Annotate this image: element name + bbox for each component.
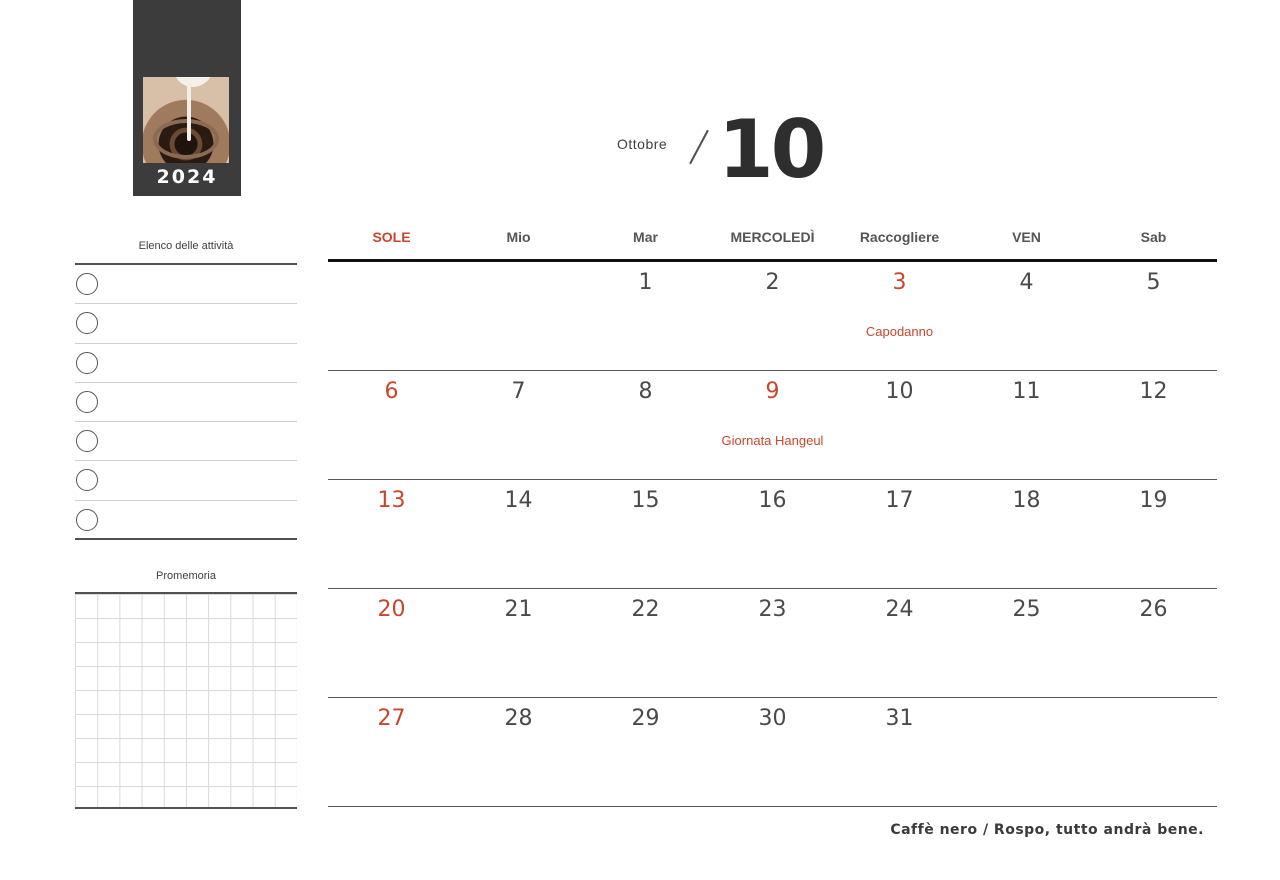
day-cell[interactable] bbox=[709, 262, 836, 370]
day-number: 5 bbox=[1146, 270, 1161, 295]
day-number: 21 bbox=[504, 597, 533, 622]
day-cell bbox=[963, 698, 1090, 806]
task-checkbox-icon[interactable] bbox=[76, 352, 98, 374]
day-cell[interactable] bbox=[963, 262, 1090, 370]
weekday-label: Mar bbox=[633, 229, 658, 245]
day-cell[interactable] bbox=[1090, 589, 1217, 697]
task-row[interactable] bbox=[75, 422, 297, 461]
day-cell[interactable] bbox=[836, 262, 963, 370]
day-number: 23 bbox=[758, 597, 787, 622]
week-row bbox=[328, 589, 1217, 698]
day-number: 3 bbox=[892, 270, 907, 295]
coffee-pour-image bbox=[143, 77, 229, 163]
task-checkbox-icon[interactable] bbox=[76, 312, 98, 334]
day-number: 2 bbox=[765, 270, 780, 295]
day-cell[interactable] bbox=[328, 589, 455, 697]
day-cell[interactable] bbox=[582, 589, 709, 697]
weekday-label: Sab bbox=[1140, 229, 1167, 245]
year-tab bbox=[133, 0, 241, 196]
week-row bbox=[328, 262, 1217, 371]
day-cell[interactable] bbox=[455, 371, 582, 479]
day-number: 30 bbox=[758, 706, 787, 731]
month-name: Ottobre bbox=[617, 136, 668, 152]
tasks-title: Elenco delle attività bbox=[138, 240, 234, 252]
day-cell[interactable] bbox=[709, 589, 836, 697]
day-cell[interactable] bbox=[455, 480, 582, 588]
day-cell[interactable] bbox=[963, 371, 1090, 479]
task-row[interactable] bbox=[75, 383, 297, 422]
day-number: 19 bbox=[1139, 488, 1168, 513]
day-number bbox=[963, 698, 1090, 706]
day-cell[interactable] bbox=[1090, 262, 1217, 370]
day-number: 12 bbox=[1139, 379, 1168, 404]
task-row[interactable] bbox=[75, 304, 297, 343]
day-cell[interactable] bbox=[709, 480, 836, 588]
day-cell[interactable] bbox=[836, 589, 963, 697]
day-number: 28 bbox=[504, 706, 533, 731]
day-cell[interactable] bbox=[963, 589, 1090, 697]
day-cell[interactable] bbox=[455, 589, 582, 697]
day-number: 24 bbox=[885, 597, 914, 622]
weekday-label: Raccogliere bbox=[859, 229, 940, 245]
calendar-grid bbox=[328, 222, 1217, 807]
task-row[interactable] bbox=[75, 344, 297, 383]
holiday-label: Giornata Hangeul bbox=[721, 433, 824, 448]
day-number: 17 bbox=[885, 488, 914, 513]
month-number: 10 bbox=[718, 103, 824, 196]
week-row bbox=[328, 698, 1217, 807]
weekday-label: SOLE bbox=[372, 229, 411, 245]
task-checkbox-icon[interactable] bbox=[76, 391, 98, 413]
footer-caption: Caffè nero / Rospo, tutto andrà bene. bbox=[890, 822, 1204, 838]
day-number: 20 bbox=[377, 597, 406, 622]
task-checkbox-icon[interactable] bbox=[76, 509, 98, 531]
day-number: 14 bbox=[504, 488, 533, 513]
day-number: 9 bbox=[765, 379, 780, 404]
holiday-label: Capodanno bbox=[865, 324, 934, 339]
task-checkbox-icon[interactable] bbox=[76, 430, 98, 452]
day-number: 10 bbox=[885, 379, 914, 404]
task-list bbox=[75, 263, 297, 540]
day-number bbox=[328, 262, 455, 270]
day-cell[interactable] bbox=[709, 698, 836, 806]
day-cell[interactable] bbox=[1090, 371, 1217, 479]
year-label: 2024 bbox=[156, 166, 218, 188]
week-row bbox=[328, 480, 1217, 589]
week-row bbox=[328, 371, 1217, 480]
day-cell[interactable] bbox=[328, 480, 455, 588]
day-cell bbox=[1090, 698, 1217, 806]
day-cell[interactable] bbox=[455, 698, 582, 806]
day-number bbox=[455, 262, 582, 270]
weeks-container bbox=[328, 262, 1217, 807]
day-cell[interactable] bbox=[963, 480, 1090, 588]
day-number: 4 bbox=[1019, 270, 1034, 295]
day-cell[interactable] bbox=[582, 371, 709, 479]
day-cell[interactable] bbox=[1090, 480, 1217, 588]
memo-title: Promemoria bbox=[156, 570, 216, 582]
day-number: 29 bbox=[631, 706, 660, 731]
weekday-label: Mio bbox=[506, 229, 531, 245]
day-number: 7 bbox=[511, 379, 526, 404]
day-number: 11 bbox=[1012, 379, 1041, 404]
day-number: 1 bbox=[638, 270, 653, 295]
weekday-header bbox=[328, 222, 1217, 262]
day-cell bbox=[455, 262, 582, 370]
day-number: 16 bbox=[758, 488, 787, 513]
task-row[interactable] bbox=[75, 501, 297, 540]
day-cell[interactable] bbox=[582, 698, 709, 806]
day-cell[interactable] bbox=[836, 371, 963, 479]
day-cell bbox=[328, 262, 455, 370]
day-number: 13 bbox=[377, 488, 406, 513]
day-number: 15 bbox=[631, 488, 660, 513]
day-number: 26 bbox=[1139, 597, 1168, 622]
day-number: 8 bbox=[638, 379, 653, 404]
day-number: 22 bbox=[631, 597, 660, 622]
day-cell[interactable] bbox=[328, 371, 455, 479]
task-row[interactable] bbox=[75, 265, 297, 304]
memo-grid[interactable] bbox=[75, 592, 297, 809]
milk-stream bbox=[187, 83, 191, 141]
day-cell[interactable] bbox=[582, 480, 709, 588]
task-checkbox-icon[interactable] bbox=[76, 273, 98, 295]
day-cell[interactable] bbox=[582, 262, 709, 370]
day-cell[interactable] bbox=[328, 698, 455, 806]
day-number: 18 bbox=[1012, 488, 1041, 513]
day-cell[interactable] bbox=[836, 480, 963, 588]
task-row[interactable] bbox=[75, 461, 297, 500]
month-divider bbox=[689, 130, 709, 164]
day-number: 25 bbox=[1012, 597, 1041, 622]
day-number: 27 bbox=[377, 706, 406, 731]
day-number: 6 bbox=[384, 379, 399, 404]
cup-rim bbox=[153, 119, 219, 159]
milk-jug bbox=[173, 77, 213, 87]
day-cell[interactable] bbox=[709, 371, 836, 479]
weekday-label: MERCOLEDÌ bbox=[730, 229, 815, 245]
weekday-label: VEN bbox=[1012, 229, 1041, 245]
day-number bbox=[1090, 698, 1217, 706]
day-number: 31 bbox=[885, 706, 914, 731]
day-cell[interactable] bbox=[836, 698, 963, 806]
task-checkbox-icon[interactable] bbox=[76, 469, 98, 491]
